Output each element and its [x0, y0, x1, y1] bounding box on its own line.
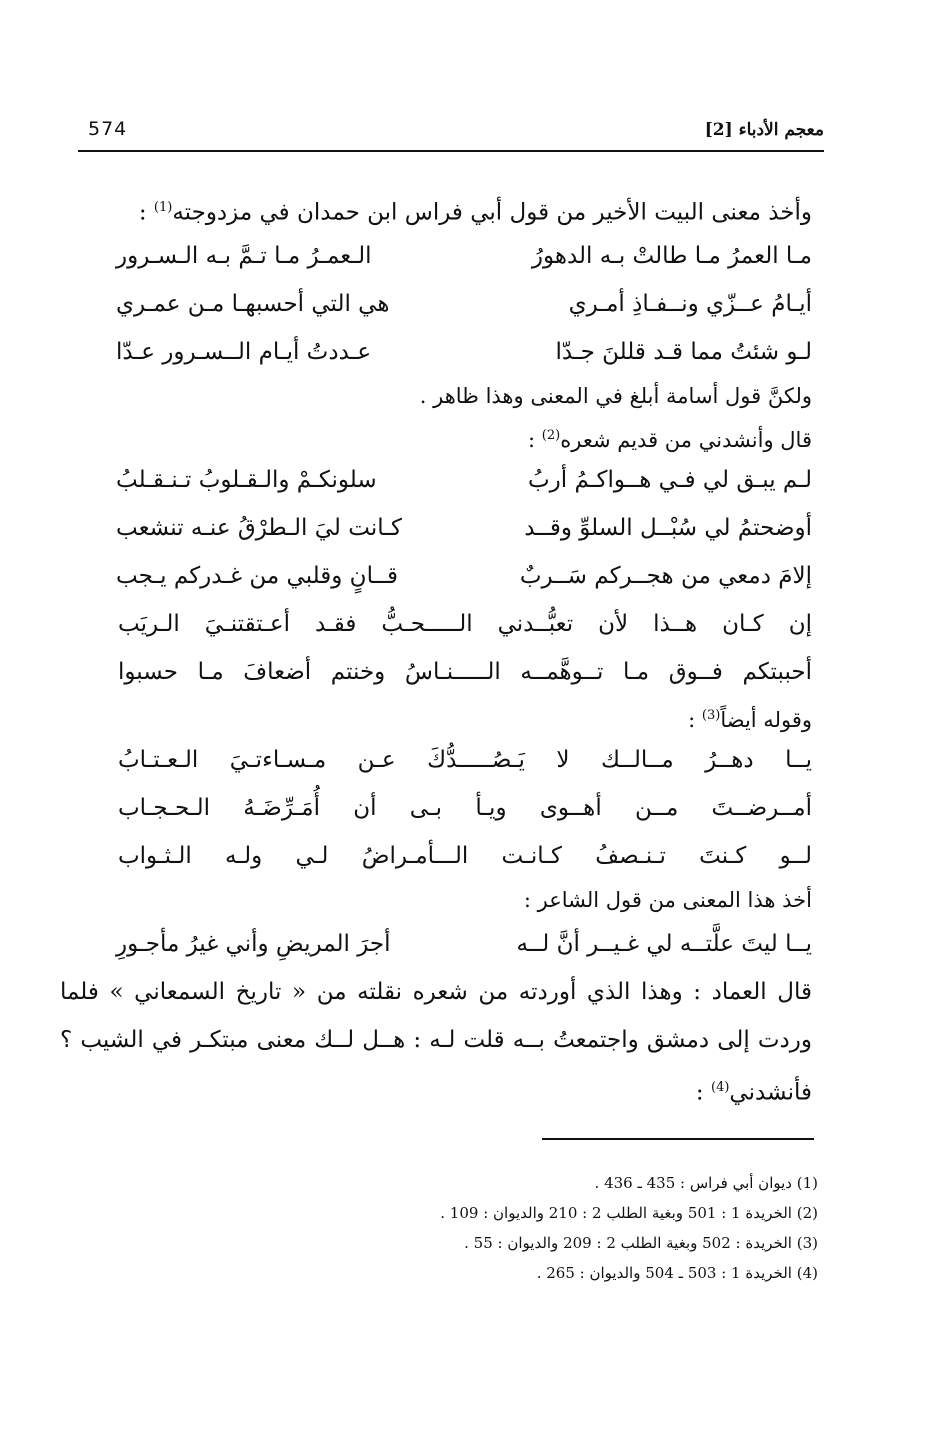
verse-line: يــا ليتَ علَّتــه لي غـيــر أنَّ لــه أجرَ المريضِ وأني غيرُ مأجـورِ — [116, 931, 812, 957]
verse-line: إلامَ دمعي من هجــركم سَــربٌ قــانٍ وقلبي من غـدركم يـجب — [116, 563, 812, 589]
running-title: معجم الأدباء [2] — [704, 120, 824, 140]
verse-line: يــا دهــرُ مــالــك لا يَـصُـــــدُّكَ عـن مـسـاءتـيَ الـعـتـابُ — [118, 747, 812, 773]
footnotes — [440, 1168, 818, 1288]
footnote: (3) الخريدة : 502 وبغية الطلب 2 : 209 والديوان : 55 . — [464, 1234, 818, 1252]
verse-line: أمــرضــتَ مــن أهــوى ويـأ بـى أن أُمَـرِّضَـهُ الـحـجـاب — [118, 795, 812, 821]
footnote-ref: (3) — [701, 708, 721, 723]
comment-line: ولكنَّ قول أسامة أبلغ في المعنى وهذا ظاهر . — [419, 384, 812, 408]
verse-line: لــو كـنتَ تـنـصفُ كـانـت الـــأمـراضُ لـي ولـه الـثـواب — [118, 843, 812, 869]
footnote: (2) الخريدة 1 : 501 وبغية الطلب 2 : 210 والديوان : 109 . — [440, 1204, 818, 1222]
verse-line: لـو شئتُ مما قـد قللنَ جـدّا عـددتُ أيـام الــسـرور عـدّا — [116, 339, 812, 365]
page-header — [82, 118, 824, 152]
footnote: (4) الخريدة 1 : 503 ـ 504 والديوان : 265 . — [536, 1264, 818, 1282]
also-line: وقوله أيضاً$^{(3)}$ : — [688, 708, 812, 732]
intro-line: وأخذ معنى البيت الأخير من قول أبي فراس ابن حمدان في مزدوجته$^{(1)}$ : — [138, 199, 812, 226]
footnote-ref: (2) — [541, 428, 561, 443]
said-line: قال وأنشدني من قديم شعره$^{(2)}$ : — [528, 428, 812, 452]
footnote-rule — [542, 1138, 814, 1140]
verse-line: إن كـان هــذا لأن تعبُّــدني الـــــحـبُّ فقـد أعـتقتنـيَ الـريَب — [118, 611, 812, 637]
page-number: 574 — [88, 118, 128, 140]
verse-line: أيـامُ عــزّي ونــفـاذِ أمـري هي التي أحسبهـا مـن عمـري — [116, 291, 812, 317]
recited-line: فأنشدني$^{(4)}$ : — [695, 1079, 812, 1106]
footnote-ref: (1) — [153, 200, 173, 215]
verse-line: مـا العمرُ مـا طالتْ بـه الدهورُ الـعمـرُ مـا تـمَّ بـه الـسـرور — [116, 243, 812, 269]
header-rule — [78, 150, 824, 152]
footnote: (1) ديوان أبي فراس : 435 ـ 436 . — [594, 1174, 818, 1192]
took-line: أخذ هذا المعنى من قول الشاعر : — [523, 888, 812, 912]
paragraph-line: وردت إلى دمشق واجتمعتُ بــه قلت لـه : هــل لــك معنى مبتكـر في الشيب ؟ — [60, 1027, 812, 1053]
paragraph-line: قال العماد : وهذا الذي أوردته من شعره نقلته من « تاريخ السمعاني » فلما — [60, 979, 812, 1005]
verse-line: لـم يبـق لي فـي هــواكـمُ أربُ سلونكـمْ والـقـلوبُ تـنـقـلبُ — [116, 467, 812, 493]
verse-line: أوضحتمُ لي سُبْــل السلوِّ وقــد كـانت ليَ الـطرْقُ عنـه تنشعب — [116, 515, 812, 541]
verse-line: أحببتكم فــوق مـا تــوهَّمــه الـــــنـاسُ وخنتم أضعافَ مـا حسبوا — [118, 659, 812, 685]
page-body — [60, 184, 820, 1112]
footnote-ref: (4) — [710, 1080, 730, 1095]
